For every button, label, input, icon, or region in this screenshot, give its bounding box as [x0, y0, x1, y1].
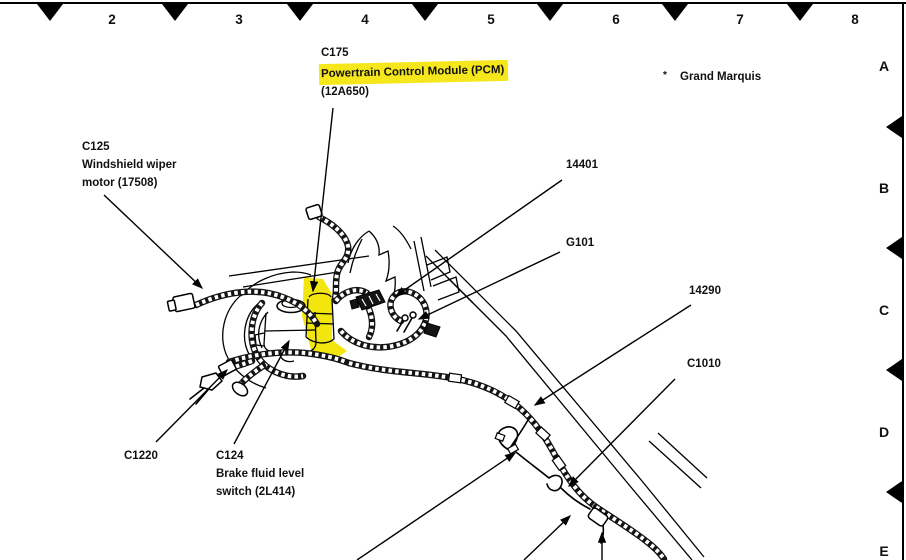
leader-c125 — [104, 195, 202, 288]
label-grand-marquis: Grand Marquis — [680, 71, 762, 83]
label-c175-id: C175 — [321, 47, 349, 59]
leader-c1010 — [569, 379, 675, 486]
label-14290: 14290 — [689, 285, 721, 297]
leader-cutoff-2 — [524, 516, 570, 560]
label-g101: G101 — [566, 237, 595, 249]
label-c124-line2: switch (2L414) — [216, 486, 296, 498]
grid-row-letter: E — [879, 543, 889, 559]
label-c1220: C1220 — [124, 450, 158, 462]
label-c125-line2: motor (17508) — [82, 177, 158, 189]
label-c125-line1: Windshield wiper — [82, 159, 177, 171]
grid-row-letter: D — [878, 424, 890, 440]
fan-connector — [200, 373, 222, 390]
label-c125 — [82, 138, 176, 192]
grid-row-letter: B — [878, 180, 890, 196]
c125-connector — [167, 293, 196, 313]
leader-14290 — [535, 305, 691, 405]
leader-g101 — [419, 252, 560, 319]
pcm-highlight-region — [302, 277, 347, 361]
grid-column-number: 7 — [736, 12, 744, 27]
label-c175-part: (12A650) — [321, 86, 369, 98]
grid-column-number: 5 — [487, 12, 495, 27]
label-c1010: C1010 — [687, 358, 721, 370]
label-c125-id: C125 — [82, 141, 110, 153]
leader-c175 — [313, 108, 333, 291]
label-c124-line1: Brake fluid level — [216, 468, 305, 480]
g101-ring-terminal — [410, 312, 416, 318]
leader-cutoff-1 — [357, 453, 515, 560]
small-dark-connector — [424, 323, 440, 337]
grid-row-letter: C — [878, 302, 890, 318]
grid-column-number: 2 — [108, 12, 116, 27]
label-c175 — [321, 44, 508, 101]
callout-leader-arrows — [104, 108, 691, 560]
grid-column-number: 8 — [851, 12, 859, 27]
grid-column-number: 4 — [361, 12, 369, 27]
label-c175-name-highlighted: Powertrain Control Module (PCM) — [319, 60, 509, 85]
grid-row-letter: A — [878, 58, 890, 74]
leader-c1220 — [156, 370, 227, 442]
grid-column-number: 3 — [235, 12, 243, 27]
g101-ring-terminal — [402, 315, 408, 321]
body-panel-lines — [229, 250, 707, 560]
grand-marquis-asterisk: * — [663, 70, 667, 81]
grid-column-number: 6 — [612, 12, 620, 27]
label-c124 — [216, 447, 304, 501]
label-14401: 14401 — [566, 159, 598, 171]
label-c124-id: C124 — [216, 450, 244, 462]
